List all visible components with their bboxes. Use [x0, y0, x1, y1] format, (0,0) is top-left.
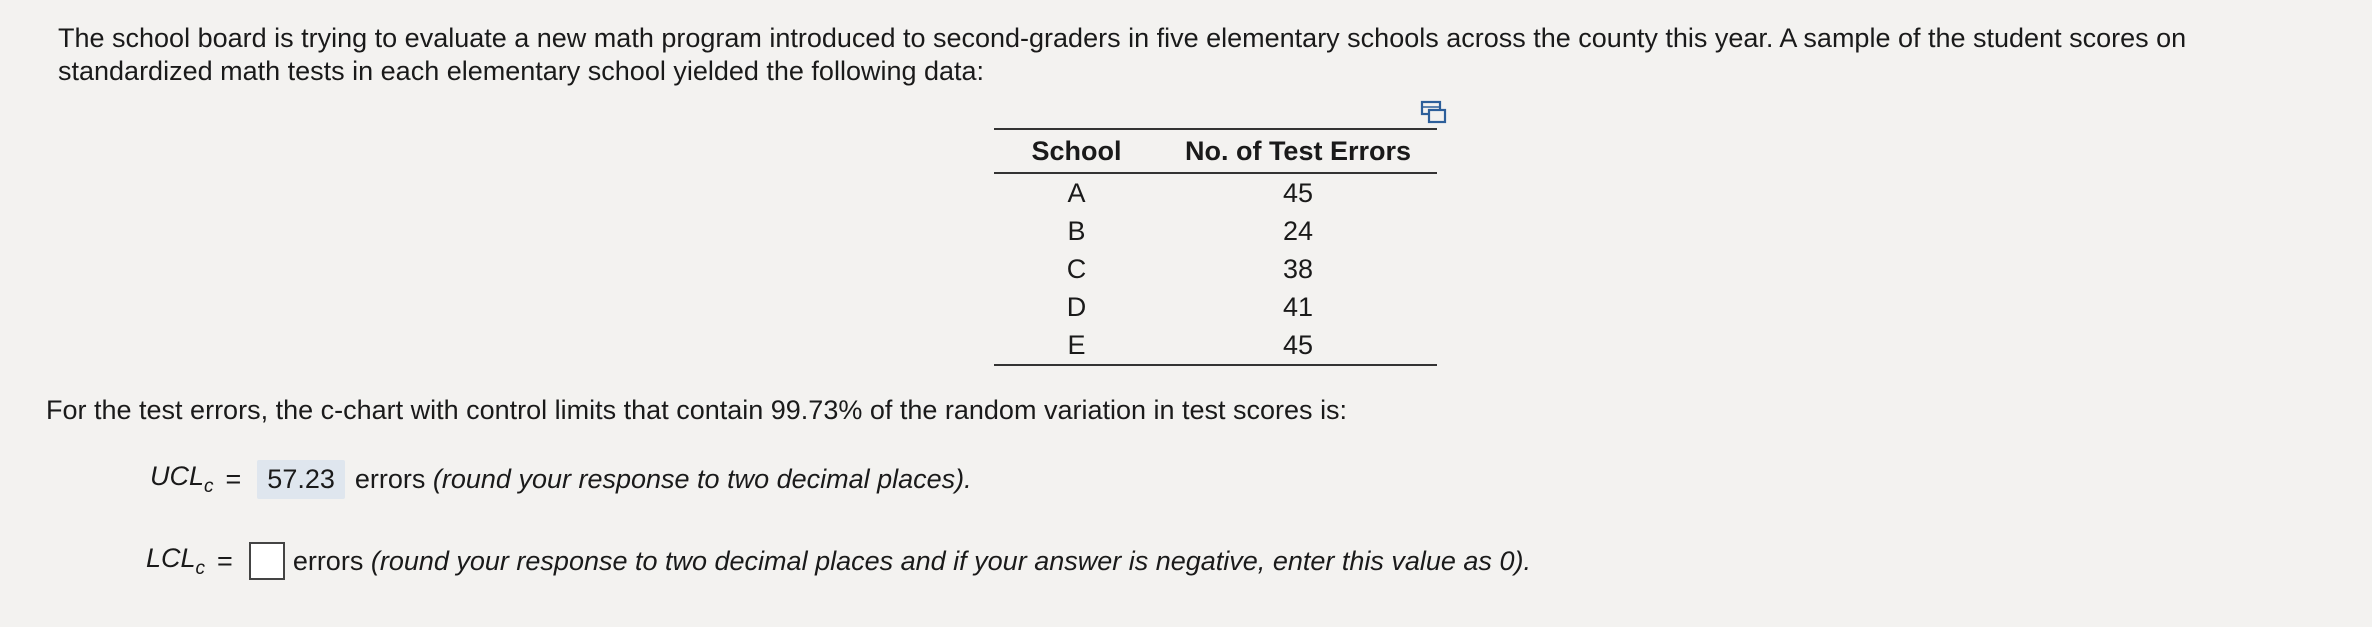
ucl-units: errors	[354, 464, 426, 494]
lcl-units: errors	[292, 545, 364, 576]
ucl-instruction: (round your response to two decimal places).	[432, 464, 972, 494]
ucl-answer: 57.23	[257, 460, 345, 499]
table-header-row	[994, 129, 1437, 173]
question-prompt: For the test errors, the c-chart with control limits that contain 99.73% of the random variation in test scores is:	[46, 395, 1348, 425]
lcl-instruction: (round your response to two decimal places and if your answer is negative, enter this value as 0).	[370, 545, 1531, 576]
school-cell: B	[1067, 215, 1086, 246]
table-row	[994, 326, 1437, 365]
errors-cell: 41	[1282, 291, 1314, 322]
table-row	[994, 212, 1437, 250]
lcl-row	[146, 542, 1531, 580]
lcl-input[interactable]	[249, 542, 285, 580]
column-header-school: School	[994, 129, 1159, 173]
errors-cell: 45	[1159, 326, 1437, 365]
school-cell: D	[1066, 291, 1087, 322]
table-row	[994, 288, 1437, 326]
data-table	[994, 128, 1437, 366]
school-cell: C	[1066, 253, 1087, 284]
ucl-equals: =	[225, 464, 242, 494]
errors-cell: 24	[1282, 215, 1314, 246]
lcl-label: $LCL_c$	[146, 542, 206, 579]
lcl-equals: =	[217, 545, 233, 576]
ucl-label: $UCL_c$	[150, 461, 214, 497]
school-cell: A	[1067, 177, 1086, 208]
school-cell: E	[994, 326, 1159, 365]
column-header-errors: No. of Test Errors	[1159, 129, 1437, 173]
table-row	[994, 250, 1437, 288]
errors-cell: 38	[1282, 253, 1314, 284]
table-row	[994, 173, 1437, 212]
errors-cell: 45	[1282, 177, 1314, 208]
copy-data-icon[interactable]	[1420, 100, 1448, 126]
problem-statement: The school board is trying to evaluate a new math program introduced to second-graders in five elementary schools across the county this year. A sample of the student scores on standardized math tests in each elementary school yielded the following data:	[58, 23, 2187, 86]
ucl-row	[150, 460, 972, 499]
